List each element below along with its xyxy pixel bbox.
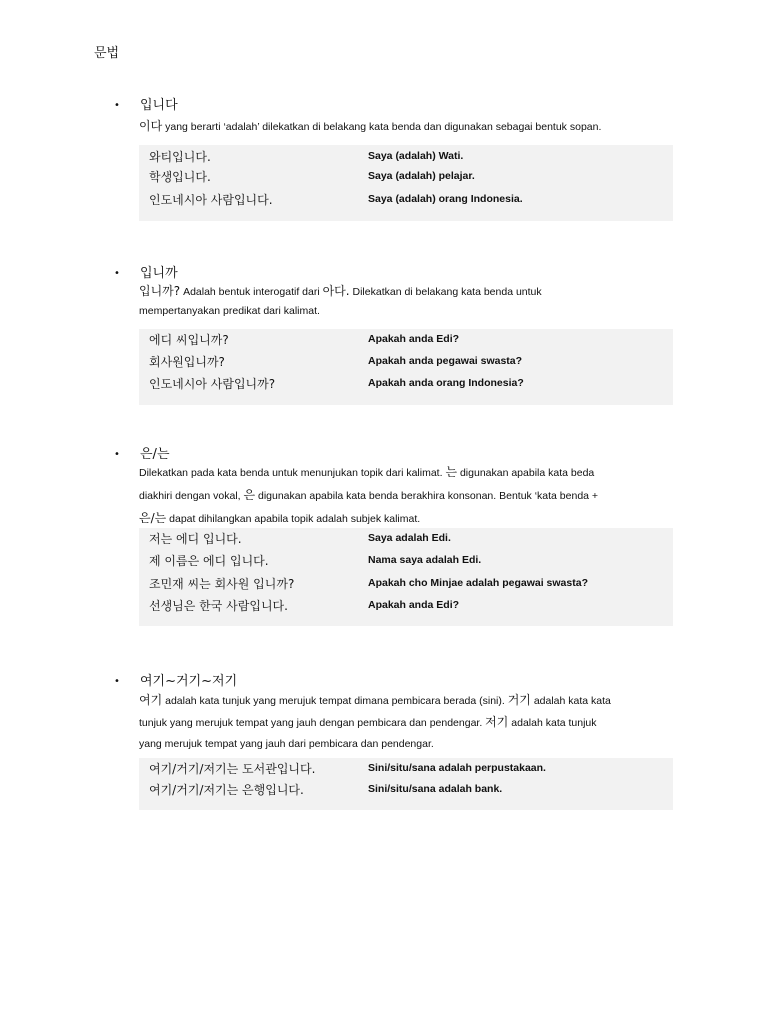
example-translation: Saya (adalah) Wati. [368, 150, 464, 162]
korean-term: 아다. [322, 284, 350, 298]
example-translation: Nama saya adalah Edi. [368, 554, 482, 566]
description-line [139, 711, 679, 733]
example-translation: Sini/situ/sana adalah perpustakaan. [368, 762, 546, 774]
example-table [139, 145, 673, 221]
example-translation: Saya adalah Edi. [368, 532, 451, 544]
example-row [139, 146, 673, 168]
example-row [139, 528, 673, 550]
example-korean: 여기/거기/저기는 은행입니다. [149, 783, 304, 797]
example-translation: Saya (adalah) orang Indonesia. [368, 193, 523, 205]
description-text: Dilekatkan pada kata benda untuk menunjukan topik dari kalimat. [139, 467, 446, 479]
description-text: Adalah bentuk interogatif dari [180, 286, 323, 298]
example-table [139, 528, 673, 626]
example-row [139, 351, 673, 373]
description-text: diakhiri dengan vokal, [139, 490, 244, 502]
description-line [139, 301, 679, 321]
description-line [139, 733, 679, 755]
example-korean: 조민재 씨는 회사원 입니까? [149, 577, 295, 591]
example-row [139, 550, 673, 572]
korean-term: 이다 [139, 119, 163, 133]
bullet-icon: • [114, 676, 120, 687]
description-line [139, 484, 679, 507]
description-line [139, 116, 679, 136]
korean-term: 거기 [507, 693, 531, 707]
description-text: adalah kata kata [530, 695, 611, 707]
description-text: digunakan apabila kata benda berakhira konsonan. Bentuk ‘kata benda + [255, 490, 599, 502]
example-korean: 여기/거기/저기는 도서관입니다. [149, 762, 316, 776]
section-heading: 입니까 [140, 266, 178, 281]
example-translation: Apakah anda pegawai swasta? [368, 355, 523, 367]
example-korean: 선생님은 한국 사람입니다. [149, 599, 288, 613]
example-korean: 에디 씨입니까? [149, 333, 229, 347]
description-text: tunjuk yang merujuk tempat yang jauh dengan pembicara dan pendengar. [139, 717, 486, 729]
description-line [139, 507, 679, 530]
description-line [139, 689, 679, 711]
example-korean: 제 이름은 에디 입니다. [149, 554, 269, 568]
section-description [139, 689, 679, 755]
description-text: adalah kata tunjuk yang merujuk tempat dimana pembicara berada (sini). [162, 695, 508, 707]
section-description [139, 461, 679, 530]
korean-term: 저기 [485, 715, 509, 729]
description-text: dapat dihilangkan apabila topik adalah subjek kalimat. [166, 513, 421, 525]
example-row [139, 189, 673, 211]
bullet-icon: • [114, 268, 120, 279]
section-heading: 여기~거기~저기 [140, 674, 238, 689]
example-translation: Saya (adalah) pelajar. [368, 170, 475, 182]
example-row [139, 779, 673, 801]
description-text: Dilekatkan di belakang kata benda untuk [349, 286, 542, 298]
bullet-icon: • [114, 100, 120, 111]
description-text: adalah kata tunjuk [508, 717, 597, 729]
example-row [139, 595, 673, 617]
page-title: 문법 [94, 46, 120, 61]
korean-term: 은/는 [139, 511, 167, 525]
korean-term: 는 [445, 465, 458, 479]
example-row [139, 573, 673, 595]
example-translation: Apakah anda Edi? [368, 333, 460, 345]
example-translation: Apakah anda Edi? [368, 599, 460, 611]
example-table [139, 329, 673, 405]
example-korean: 인도네시아 사람입니다. [149, 193, 273, 207]
example-row [139, 329, 673, 351]
section-heading: 입니다 [140, 98, 178, 113]
example-translation: Apakah cho Minjae adalah pegawai swasta? [368, 577, 588, 589]
example-table [139, 758, 673, 810]
korean-term: 여기 [139, 693, 163, 707]
description-text: digunakan apabila kata beda [457, 467, 595, 479]
description-line [139, 461, 679, 484]
korean-term: 은 [243, 488, 256, 502]
example-row [139, 166, 673, 188]
example-row [139, 758, 673, 780]
description-text: yang merujuk tempat yang jauh dari pembicara dan pendengar. [139, 738, 434, 750]
example-korean: 회사원입니까? [149, 355, 225, 369]
section-heading: 은/는 [140, 447, 170, 462]
bullet-icon: • [114, 449, 120, 460]
example-korean: 와티입니다. [149, 150, 211, 164]
example-korean: 인도네시아 사람입니까? [149, 377, 276, 391]
example-korean: 학생입니다. [149, 170, 211, 184]
example-korean: 저는 에디 입니다. [149, 532, 242, 546]
korean-term: 입니까? [139, 284, 181, 298]
section-description [139, 116, 679, 136]
description-text: mempertanyakan predikat dari kalimat. [139, 305, 320, 317]
description-line [139, 281, 679, 301]
example-translation: Sini/situ/sana adalah bank. [368, 783, 503, 795]
example-row [139, 373, 673, 395]
description-text: yang berarti ‘adalah’ dilekatkan di belakang kata benda dan digunakan sebagai bentuk sopan. [162, 121, 602, 133]
example-translation: Apakah anda orang Indonesia? [368, 377, 524, 389]
section-description [139, 281, 679, 321]
